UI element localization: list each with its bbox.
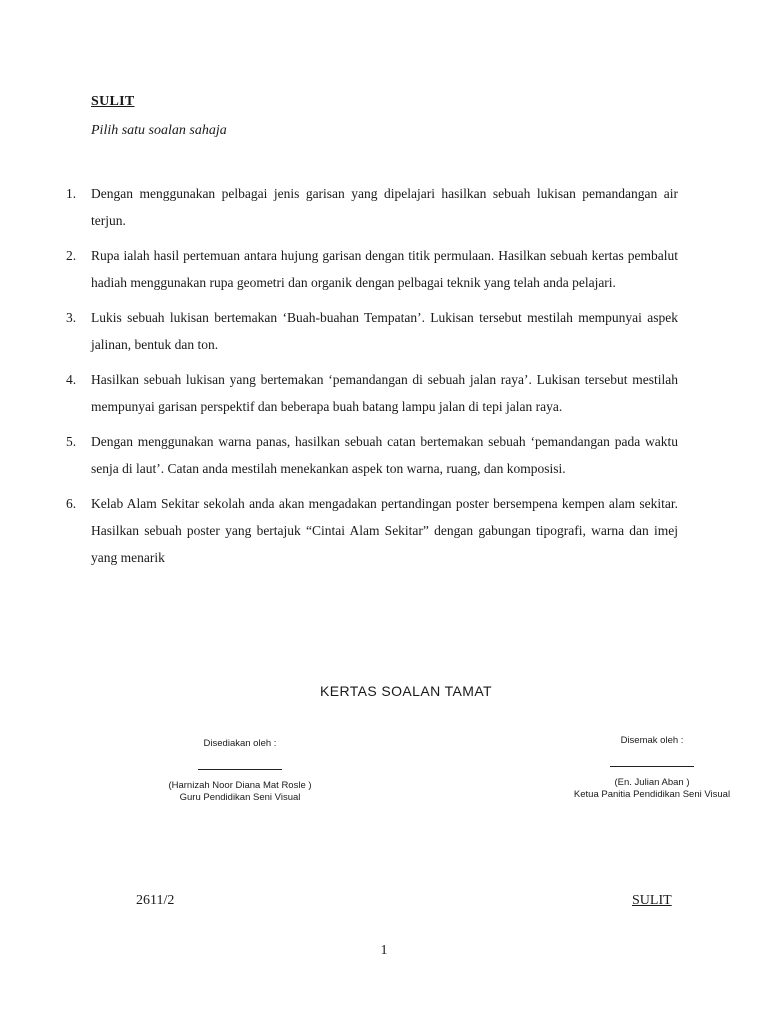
question-number: 4. (66, 372, 77, 387)
question-text: Lukis sebuah lukisan bertemakan ‘Buah-buahan Tempatan’. Lukisan tersebut mestilah mempunyai aspek jalinan, bentuk dan ton. (91, 310, 678, 352)
question-number: 5. (66, 434, 77, 449)
instruction-text: Pilih satu soalan sahaja (91, 123, 227, 138)
question-item (66, 490, 678, 571)
question-item (66, 180, 678, 234)
question-text: Rupa ialah hasil pertemuan antara hujung garisan dengan titik permulaan. Hasilkan sebuah kertas pembalut hadiah menggunakan rupa geometri dan organik dengan pelbagai teknik yang telah anda pelajari. (91, 248, 678, 290)
paper-code: 2611/2 (136, 893, 175, 908)
checked-by-label: Disemak oleh : (620, 735, 684, 746)
question-text: Kelab Alam Sekitar sekolah anda akan mengadakan pertandingan poster bersempena kempen alam sekitar. Hasilkan sebuah poster yang bertajuk “Cintai Alam Sekitar” dengan gabungan tipografi, warna dan imej yang menarik (91, 496, 678, 565)
checker-role: Ketua Panitia Pendidikan Seni Visual (573, 789, 731, 800)
signature-line (198, 769, 282, 770)
preparer-name: (Harnizah Noor Diana Mat Rosle ) (168, 780, 312, 791)
page-number: 1 (380, 943, 388, 958)
classification-footer: SULIT (632, 893, 672, 908)
question-number: 3. (66, 310, 77, 325)
question-number: 1. (66, 186, 77, 201)
prepared-by-signature (140, 738, 340, 804)
preparer-role: Guru Pendidikan Seni Visual (179, 792, 301, 803)
signature-line (610, 766, 694, 767)
question-text: Hasilkan sebuah lukisan yang bertemakan ‘pemandangan di sebuah jalan raya’. Lukisan tersebut mestilah mempunyai garisan perspektif dan beberapa buah batang lampu jalan di tepi jalan raya. (91, 372, 678, 414)
question-item (66, 366, 678, 420)
question-list (66, 180, 678, 579)
classification-header: SULIT (91, 94, 135, 109)
question-text: Dengan menggunakan warna panas, hasilkan sebuah catan bertemakan sebuah ‘pemandangan pada waktu senja di laut’. Catan anda mestilah menekankan aspek ton warna, ruang, dan komposisi. (91, 434, 678, 476)
checked-by-signature (552, 735, 752, 801)
question-number: 6. (66, 496, 77, 511)
question-item (66, 428, 678, 482)
question-text: Dengan menggunakan pelbagai jenis garisan yang dipelajari hasilkan sebuah lukisan pemandangan air terjun. (91, 186, 678, 228)
question-item (66, 242, 678, 296)
end-of-paper-title: KERTAS SOALAN TAMAT (319, 683, 492, 699)
question-number: 2. (66, 248, 77, 263)
prepared-by-label: Disediakan oleh : (203, 738, 277, 749)
question-item (66, 304, 678, 358)
checker-name: (En. Julian Aban ) (614, 777, 690, 788)
